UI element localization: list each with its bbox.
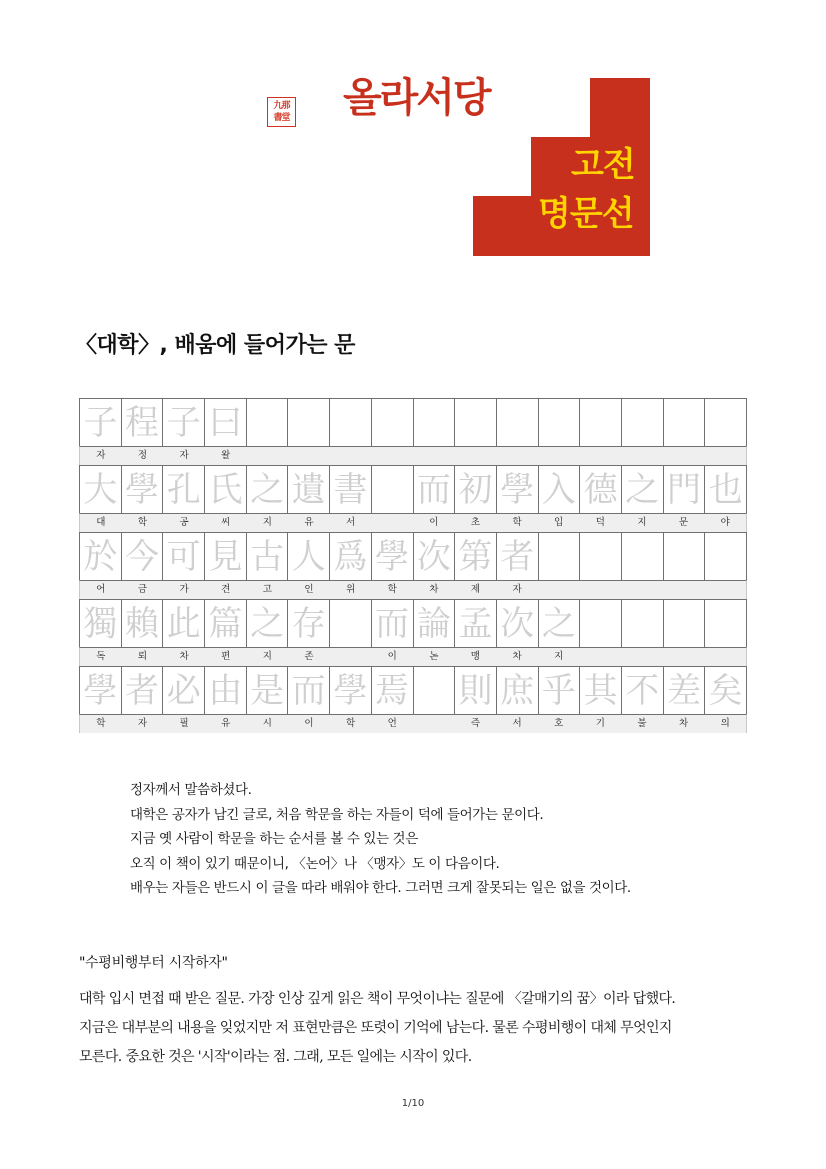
hanja-cell: [664, 600, 706, 647]
hangul-reading: 이: [304, 718, 314, 729]
seal-line-2: 書堂: [273, 113, 290, 123]
hangul-reading: 견: [221, 584, 231, 595]
hanja-cell: 可: [163, 533, 205, 580]
hanja-cell: [372, 466, 414, 513]
hanja-cell: 乎: [539, 667, 581, 714]
hangul-reading: 입: [554, 517, 564, 528]
hanja-cell: [372, 399, 414, 446]
essay-line: 모른다. 중요한 것은 '시작'이라는 점. 그래, 모든 일에는 시작이 있다.: [79, 1049, 472, 1065]
hanja-cell: 第: [455, 533, 497, 580]
hanja-cell: 學: [80, 667, 122, 714]
hanja-cell: [664, 399, 706, 446]
hangul-reading: [371, 447, 413, 465]
hangul-reading: 자: [512, 584, 522, 595]
reading-strip: [79, 580, 747, 599]
hanja-cell: [705, 600, 747, 647]
hanja-cell: [497, 399, 539, 446]
hanja-cell: 而: [372, 600, 414, 647]
hangul-reading: [538, 447, 580, 465]
hangul-reading: 유: [304, 517, 314, 528]
hanja-cell: 而: [414, 466, 456, 513]
hangul-reading: 불: [637, 718, 647, 729]
hanja-cell: 者: [497, 533, 539, 580]
page-title: 〈대학〉, 배움에 들어가는 문: [75, 333, 355, 358]
hanja-cell: [414, 667, 456, 714]
hanja-cell: 必: [163, 667, 205, 714]
hangul-reading: [580, 648, 622, 666]
hanja-cell: [580, 533, 622, 580]
hanja-cell: 其: [580, 667, 622, 714]
hangul-reading: [580, 447, 622, 465]
hanja-cell: 矣: [705, 667, 747, 714]
hanja-cell: 存: [288, 600, 330, 647]
hangul-reading: 학: [96, 718, 106, 729]
hangul-reading: 자: [137, 718, 148, 729]
hanja-cell: 之: [247, 600, 289, 647]
hangul-reading: [621, 447, 663, 465]
hangul-reading: [621, 581, 663, 599]
hanja-cell: 子: [163, 399, 205, 446]
reading-strip: [79, 714, 747, 733]
hanja-cell: 程: [122, 399, 164, 446]
hangul-reading: 고: [262, 584, 272, 595]
hangul-reading: 씨: [221, 517, 231, 528]
translation-line: 정자께서 말씀하셨다.: [130, 782, 252, 798]
hangul-reading: 가: [179, 584, 189, 595]
hangul-reading: [538, 581, 580, 599]
hangul-reading: [704, 447, 746, 465]
publisher-logo: [0, 0, 826, 270]
hanja-cell: 是: [247, 667, 289, 714]
brand-wordmark: 올라서당: [343, 75, 490, 121]
hangul-reading: [663, 648, 705, 666]
hangul-reading: 호: [554, 718, 564, 729]
hangul-reading: 위: [345, 584, 356, 595]
hanja-cell: 之: [539, 600, 581, 647]
hanja-cell: [455, 399, 497, 446]
hangul-reading: [371, 514, 413, 532]
hanja-cell: 則: [455, 667, 497, 714]
hangul-reading: 학: [512, 517, 522, 528]
hanja-cell: 學: [372, 533, 414, 580]
hanja-cells: [79, 666, 747, 714]
hanja-cell: 由: [205, 667, 247, 714]
reading-strip: [79, 647, 747, 666]
hangul-reading: 언: [387, 718, 397, 729]
hanja-cell: 遺: [288, 466, 330, 513]
hanja-cell: [705, 399, 747, 446]
essay-line: 지금은 대부분의 내용을 잊었지만 저 표현만큼은 또렷이 기억에 남는다. 물론 수평비행이 대체 무엇인지: [79, 1020, 672, 1036]
hanja-cells: [79, 465, 747, 513]
hangul-reading: [247, 447, 289, 465]
hangul-reading: 덕: [595, 517, 605, 528]
hangul-reading: 차: [678, 718, 689, 729]
hanja-cell: [664, 533, 706, 580]
hangul-reading: 서: [512, 718, 522, 729]
hanja-cell: 焉: [372, 667, 414, 714]
hangul-reading: 어: [96, 584, 106, 595]
reading-strip: [79, 446, 747, 465]
hanja-tracing-grid: [79, 398, 747, 733]
hangul-reading: 문: [678, 517, 689, 528]
hanja-cell: 爲: [330, 533, 372, 580]
hangul-reading: 공: [179, 517, 189, 528]
hanja-cell: 賴: [122, 600, 164, 647]
hanja-cell: 之: [247, 466, 289, 513]
hanja-cell: 門: [664, 466, 706, 513]
hanja-cell: 孟: [455, 600, 497, 647]
hanja-cell: [580, 600, 622, 647]
hanja-cell: 次: [497, 600, 539, 647]
hanja-cell: [539, 533, 581, 580]
hanja-cell: 氏: [205, 466, 247, 513]
hangul-reading: [288, 447, 330, 465]
hangul-reading: 맹: [470, 651, 481, 662]
hangul-reading: 대: [96, 517, 106, 528]
hanja-cell: [288, 399, 330, 446]
hangul-reading: 독: [96, 651, 106, 662]
hangul-reading: [580, 581, 622, 599]
hanja-cell: 德: [580, 466, 622, 513]
hangul-reading: 학: [137, 517, 148, 528]
hanja-cell: 曰: [205, 399, 247, 446]
reading-strip: [79, 513, 747, 532]
hangul-reading: 왈: [221, 450, 231, 461]
hangul-reading: [330, 447, 372, 465]
hanja-cell: [705, 533, 747, 580]
hanja-cells: [79, 599, 747, 647]
hangul-reading: [704, 581, 746, 599]
seal-stamp-icon: [267, 97, 296, 127]
hanja-cell: 子: [80, 399, 122, 446]
hanja-cell: [247, 399, 289, 446]
hanja-cell: 學: [330, 667, 372, 714]
hangul-reading: 정: [137, 450, 148, 461]
hanja-cell: 入: [539, 466, 581, 513]
hangul-reading: 서: [345, 517, 356, 528]
hanja-cell: 也: [705, 466, 747, 513]
hanja-cell: 篇: [205, 600, 247, 647]
grid-row: [79, 666, 747, 733]
hangul-reading: 기: [595, 718, 605, 729]
series-label-line-2: 명문선: [538, 194, 634, 234]
hanja-cell: 初: [455, 466, 497, 513]
hangul-reading: 야: [720, 517, 730, 528]
hangul-reading: 차: [429, 584, 439, 595]
hangul-reading: 자: [96, 450, 106, 461]
hanja-cell: 差: [664, 667, 706, 714]
hanja-cell: 見: [205, 533, 247, 580]
hangul-reading: [413, 447, 455, 465]
hanja-cell: 次: [414, 533, 456, 580]
grid-row: [79, 599, 747, 666]
hangul-reading: [621, 648, 663, 666]
hanja-cell: 人: [288, 533, 330, 580]
hangul-reading: [663, 581, 705, 599]
translation-line: 배우는 자들은 반드시 이 글을 따라 배워야 한다. 그러면 크게 잘못되는 일은 없을 것이다.: [130, 880, 631, 896]
hanja-cell: [580, 399, 622, 446]
hanja-cell: 此: [163, 600, 205, 647]
hangul-reading: 초: [470, 517, 481, 528]
hangul-reading: 학: [387, 584, 397, 595]
hangul-reading: 뢰: [137, 651, 148, 662]
hangul-reading: 지: [637, 517, 647, 528]
hanja-cell: 而: [288, 667, 330, 714]
hangul-reading: 논: [429, 651, 439, 662]
page-number: 1/10: [401, 1098, 425, 1109]
hangul-reading: 차: [512, 651, 522, 662]
translation-line: 대학은 공자가 남긴 글로, 처음 학문을 하는 자들이 덕에 들어가는 문이다.: [130, 806, 544, 823]
hangul-reading: [413, 715, 455, 733]
hanja-cell: 孔: [163, 466, 205, 513]
hanja-cell: 古: [247, 533, 289, 580]
hanja-cell: 獨: [80, 600, 122, 647]
hanja-cell: [622, 533, 664, 580]
hanja-cell: 不: [622, 667, 664, 714]
logo-block-1: [473, 196, 532, 256]
hangul-reading: [704, 648, 746, 666]
hanja-cell: 大: [80, 466, 122, 513]
grid-row: [79, 532, 747, 599]
hangul-reading: 제: [470, 584, 481, 595]
hangul-reading: 존: [304, 651, 314, 662]
seal-line-1: 九那: [273, 101, 290, 111]
hangul-reading: 학: [345, 718, 356, 729]
grid-row: [79, 465, 747, 532]
essay-line: 대학 입시 면접 때 받은 질문. 가장 인상 깊게 읽은 책이 무엇이냐는 질문에 〈갈매기의 꿈〉이라 답했다.: [79, 991, 676, 1007]
essay-title: "수평비행부터 시작하자": [79, 955, 228, 971]
series-label-line-1: 고전: [571, 145, 635, 185]
hanja-cell: 者: [122, 667, 164, 714]
hangul-reading: 이: [429, 517, 439, 528]
translation-block: [130, 778, 631, 901]
hanja-cell: [330, 399, 372, 446]
hangul-reading: 의: [720, 718, 730, 729]
hangul-reading: [496, 447, 538, 465]
hangul-reading: 자: [179, 450, 189, 461]
hangul-reading: [663, 447, 705, 465]
hanja-cell: 於: [80, 533, 122, 580]
hangul-reading: 필: [179, 718, 189, 729]
hangul-reading: 시: [262, 718, 272, 729]
hanja-cells: [79, 398, 747, 446]
hanja-cell: [414, 399, 456, 446]
hangul-reading: [455, 447, 497, 465]
hanja-cells: [79, 532, 747, 580]
hangul-reading: 유: [221, 718, 231, 729]
grid-row: [79, 398, 747, 465]
hangul-reading: 지: [262, 651, 272, 662]
translation-line: 지금 옛 사람이 학문을 하는 순서를 볼 수 있는 것은: [130, 831, 418, 847]
hanja-cell: [330, 600, 372, 647]
hangul-reading: 금: [137, 584, 148, 595]
hanja-cell: 庶: [497, 667, 539, 714]
hangul-reading: 인: [304, 584, 314, 595]
hangul-reading: 차: [179, 651, 189, 662]
hanja-cell: 學: [122, 466, 164, 513]
hangul-reading: [330, 648, 372, 666]
hanja-cell: [622, 399, 664, 446]
hanja-cell: 今: [122, 533, 164, 580]
hanja-cell: 論: [414, 600, 456, 647]
hanja-cell: [622, 600, 664, 647]
translation-line: 오직 이 책이 있기 때문이니, 〈논어〉나 〈맹자〉도 이 다음이다.: [130, 855, 500, 872]
hangul-reading: 편: [221, 651, 231, 662]
hanja-cell: 學: [497, 466, 539, 513]
hangul-reading: 지: [554, 651, 564, 662]
hanja-cell: 之: [622, 466, 664, 513]
hanja-cell: 書: [330, 466, 372, 513]
essay-body: [79, 985, 759, 1072]
hanja-cell: [539, 399, 581, 446]
hangul-reading: 지: [262, 517, 272, 528]
hangul-reading: 즉: [470, 718, 481, 729]
hangul-reading: 이: [387, 651, 397, 662]
